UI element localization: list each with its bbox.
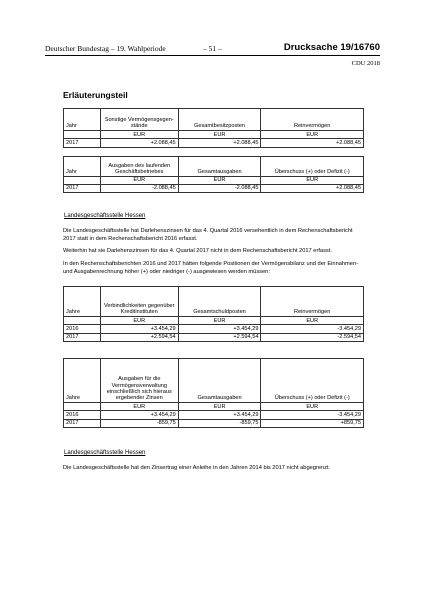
scanned-page — [61, 90, 373, 473]
table-row — [64, 184, 364, 192]
table-unit-row — [64, 317, 364, 325]
unit-cell: EUR — [100, 403, 178, 411]
table-unit-row — [64, 131, 364, 139]
table-cell: +3.454,29 — [178, 325, 261, 333]
col-header: Gesamtausgaben — [178, 156, 261, 176]
col-header: Ausgaben des laufenden Geschäftsbetriebes — [100, 156, 178, 176]
unit-cell: EUR — [261, 131, 364, 139]
table-liabilities — [63, 286, 364, 342]
table-unit-row — [64, 403, 364, 411]
paragraph: Weiterhin hat sie Darlehenszinsen für das 4. Quartal 2017 nicht in dem Rechenschaftsbericht 2017 erfasst. — [63, 248, 332, 255]
col-header: Reinvermögen — [261, 287, 364, 317]
table-expenses — [63, 156, 364, 194]
table-cell: -859,75 — [178, 419, 261, 427]
table-row — [64, 333, 364, 341]
col-header: Jahr — [64, 109, 101, 131]
subheading: Landesgeschäftsstelle Hessen — [64, 213, 146, 220]
table-header-row — [64, 156, 364, 176]
col-header: Überschuss (+) oder Defizit (-) — [261, 359, 364, 403]
header-left: Deutscher Bundestag – 19. Wahlperiode — [45, 44, 166, 53]
page-header — [45, 42, 380, 56]
table-cell: -2.088,45 — [100, 184, 178, 192]
table-cell: -859,75 — [100, 419, 178, 427]
table-cell: +3.454,29 — [178, 411, 261, 419]
table-assets — [63, 108, 364, 148]
table-row — [64, 325, 364, 333]
table-cell: +2.088,45 — [261, 184, 364, 192]
unit-cell: EUR — [100, 131, 178, 139]
section-title: Erläuterungsteil — [63, 90, 128, 100]
table-header-row — [64, 287, 364, 317]
table-unit-row — [64, 176, 364, 184]
unit-cell: EUR — [100, 317, 178, 325]
table-cell: -2.594,54 — [261, 333, 364, 341]
unit-cell: EUR — [178, 131, 261, 139]
unit-cell — [64, 176, 101, 184]
paragraph: In den Rechenschaftsberichten 2016 und 2017 hätten folgende Positionen der Vermögensbilanz und der Einnahmen- und Ausgabenrechnung höher (+) oder niedriger (-) ausgewiesen werden müssen: — [63, 260, 359, 275]
table-cell: +2.088,45 — [178, 139, 261, 147]
col-header: Jahr — [64, 156, 101, 176]
paragraph: Die Landesgeschäftsstelle hat Darlehenszinsen für das 4. Quartal 2016 versehentlich in dem Rechenschaftsbericht 2017 statt in dem Rechenschaftsbericht 2016 erfasst. — [63, 228, 353, 242]
table-cell: 2017 — [64, 333, 101, 341]
unit-cell — [64, 403, 101, 411]
col-header: Jahre — [64, 359, 101, 403]
table-cell: 2017 — [64, 184, 101, 192]
table-cell: +3.454,29 — [100, 411, 178, 419]
table-cell: +859,75 — [261, 419, 364, 427]
unit-cell: EUR — [261, 176, 364, 184]
table-row — [64, 419, 364, 427]
col-header: Reinvermögen — [261, 109, 364, 131]
col-header: Ausgaben für die Vermögensverwaltung einschließlich sich hieraus ergebender Zinsen — [100, 359, 178, 403]
col-header: Sonstige Vermögensgegen-stände — [100, 109, 178, 131]
unit-cell: EUR — [178, 176, 261, 184]
table-cell: 2017 — [64, 419, 101, 427]
table-row — [64, 139, 364, 147]
paragraph: Die Landesgeschäftsstelle hat den Zinsertrag einer Anleihe in den Jahren 2014 bis 2017 nicht abgegrenzt. — [63, 464, 331, 471]
subheading: Landesgeschäftsstelle Hessen — [64, 449, 146, 456]
unit-cell: EUR — [178, 403, 261, 411]
table-cell: +3.454,29 — [100, 325, 178, 333]
unit-cell: EUR — [178, 317, 261, 325]
table-cell: -3.454,29 — [261, 325, 364, 333]
document-number — [284, 42, 380, 53]
unit-cell — [64, 317, 101, 325]
col-header: Gesamtschuldposten — [178, 287, 261, 317]
unit-cell: EUR — [100, 176, 178, 184]
table-cell: -2.088,45 — [178, 184, 261, 192]
page-number: – 51 – — [203, 44, 222, 53]
table-cell: +2.088,45 — [100, 139, 178, 147]
table-cell: +2.594,54 — [178, 333, 261, 341]
table-header-row — [64, 109, 364, 131]
header-rule — [45, 55, 380, 56]
table-cell: 2016 — [64, 411, 101, 419]
document-number-prefix: Drucksache 19/ — [283, 42, 354, 53]
table-cell: +2.594,54 — [100, 333, 178, 341]
col-header: Verbindlichkeiten gegenüber Kreditinstituten — [100, 287, 178, 317]
party-tag: CDU 2018 — [351, 60, 380, 67]
table-interest-expenses — [63, 358, 364, 428]
col-header: Gesamtausgaben — [178, 359, 261, 403]
col-header: Überschuss (+) oder Defizit (-) — [261, 156, 364, 176]
table-header-row — [64, 359, 364, 403]
col-header: Gesamtbesitzposten — [178, 109, 261, 131]
table-cell: +2.088,45 — [261, 139, 364, 147]
table-cell: -3.454,29 — [261, 411, 364, 419]
col-header: Jahre — [64, 287, 101, 317]
table-cell: 2016 — [64, 325, 101, 333]
document-number-value: 16760 — [353, 42, 380, 53]
table-cell: 2017 — [64, 139, 101, 147]
table-row — [64, 411, 364, 419]
unit-cell — [64, 131, 101, 139]
unit-cell: EUR — [261, 403, 364, 411]
unit-cell: EUR — [261, 317, 364, 325]
